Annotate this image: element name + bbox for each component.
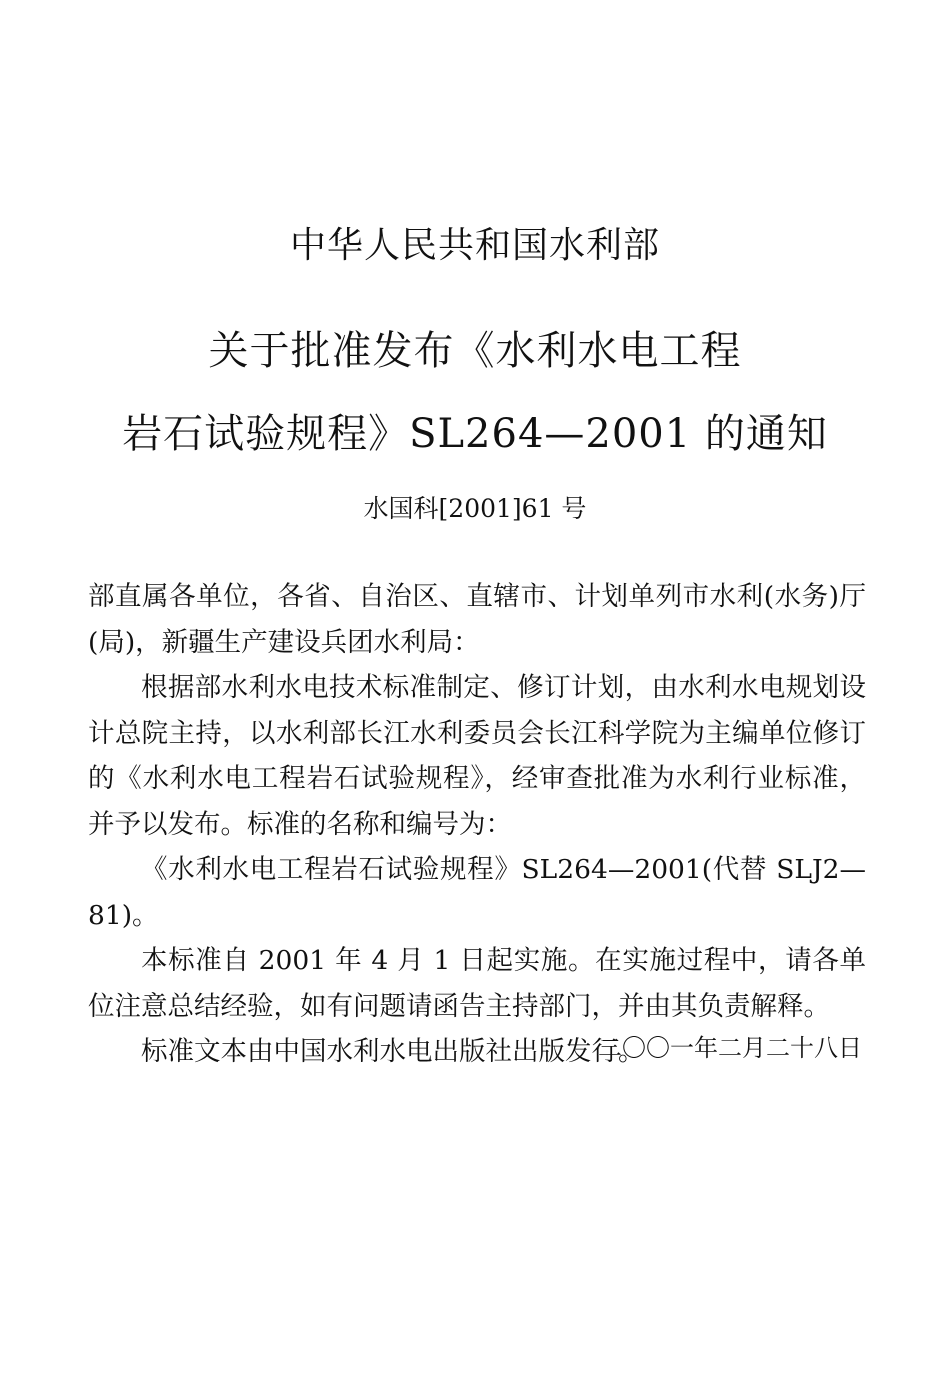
salutation: 部直属各单位，各省、自治区、直辖市、计划单列市水利(水务)厅(局)，新疆生产建设兵团水利局： (88, 581, 866, 658)
notice-title-line-1: 关于批准发布《水利水电工程 (208, 328, 742, 374)
issue-date: 二〇〇一年二月二十八日 (598, 1034, 862, 1062)
notice-title-line-2: 岩石试验规程》SL264—2001 的通知 (122, 411, 828, 457)
issuing-authority: 中华人民共和国水利部 (289, 225, 660, 266)
notice-body (88, 574, 866, 1075)
paragraph-3: 本标准自 2001 年 4 月 1 日起实施。在实施过程中，请各单位注意总结经验，如有问题请函告主持部门，并由其负责解释。 (88, 945, 866, 1022)
paragraph-4: 标准文本由中国水利水电出版社出版发行。 (141, 1036, 645, 1067)
document-number: 水国科[2001]61 号 (363, 494, 587, 523)
paragraph-1: 根据部水利水电技术标准制定、修订计划，由水利水电规划设计总院主持，以水利部长江水利委员会长江科学院为主编单位修订的《水利水电工程岩石试验规程》，经审查批准为水利行业标准，并予以发布。标准的名称和编号为： (88, 672, 866, 840)
paragraph-2: 《水利水电工程岩石试验规程》SL264—2001(代替 SLJ2—81)。 (88, 854, 866, 931)
